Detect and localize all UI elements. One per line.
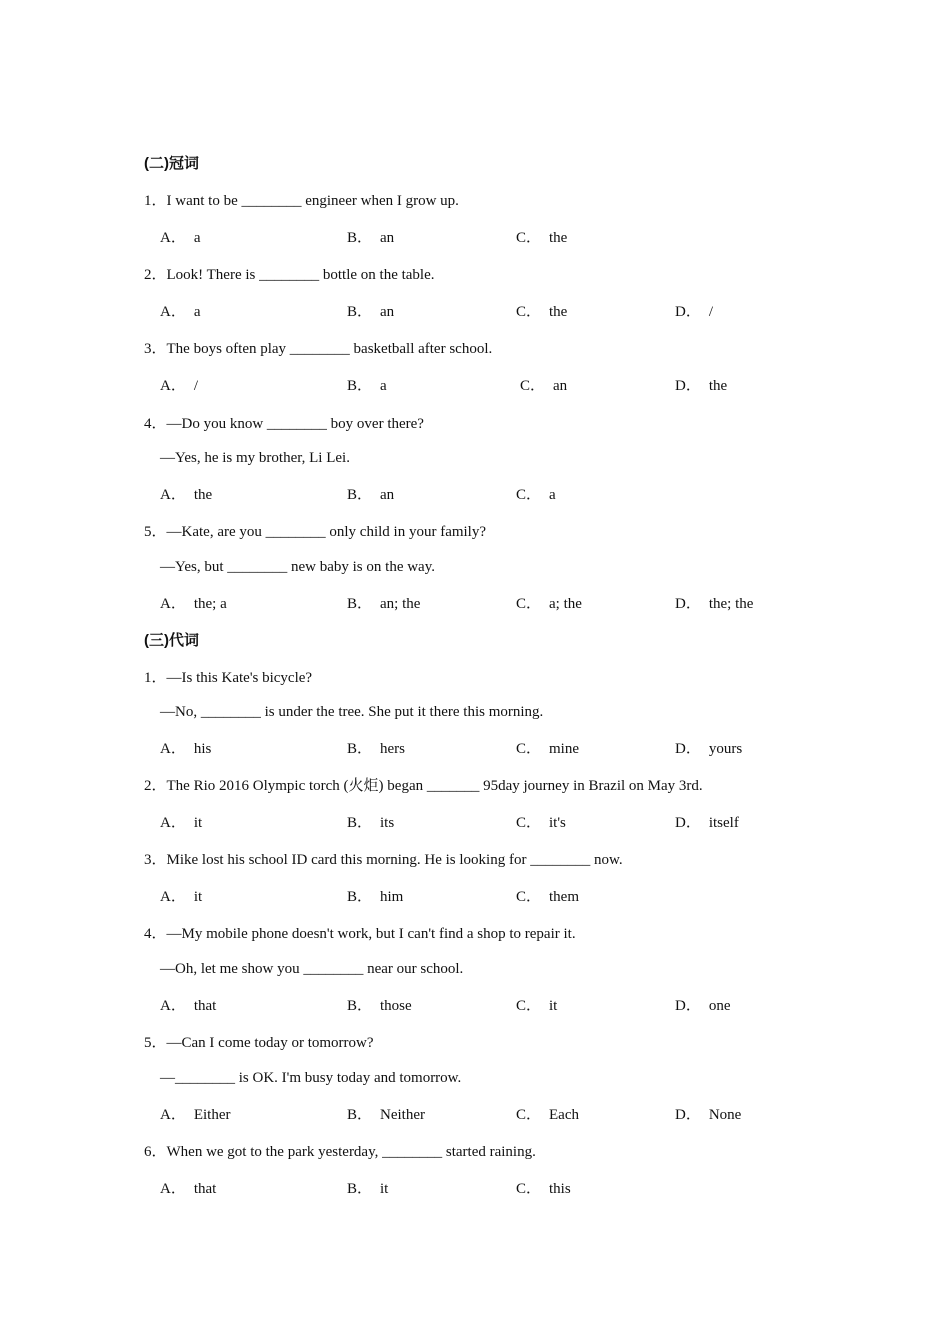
option-c[interactable]: C． the (516, 304, 568, 320)
question-5-reply: —Yes, but ________ new baby is on the way. (160, 559, 435, 575)
option-b[interactable]: B． an (347, 230, 395, 246)
option-c[interactable]: C． the (516, 230, 568, 246)
question-1-options (160, 228, 860, 248)
option-b[interactable]: B． an (347, 304, 395, 320)
option-b[interactable]: B． its (347, 815, 395, 831)
option-b[interactable]: B． him (347, 889, 404, 905)
option-a[interactable]: A． his (160, 741, 212, 757)
question-2-stem: 2．Look! There is ________ bottle on the table. (144, 267, 435, 283)
option-c[interactable]: C． this (516, 1181, 571, 1197)
option-a[interactable]: A． Either (160, 1107, 231, 1123)
option-a[interactable]: A． that (160, 1181, 217, 1197)
question-3-options (160, 887, 860, 907)
question-2-options (160, 302, 860, 322)
option-c[interactable]: C． it (516, 998, 558, 1014)
option-c[interactable]: C． a (516, 487, 556, 503)
section-title-articles: (二)冠词 (144, 155, 199, 172)
question-3-options (160, 376, 860, 396)
question-6-options (160, 1179, 860, 1199)
option-d[interactable]: D． the; the (675, 596, 754, 612)
question-4-options (160, 996, 860, 1016)
question-5-stem: 5．—Can I come today or tomorrow? (144, 1035, 374, 1051)
option-d[interactable]: D． None (675, 1107, 742, 1123)
option-a[interactable]: A． the (160, 487, 213, 503)
option-c[interactable]: C． them (516, 889, 580, 905)
option-c[interactable]: C． it's (516, 815, 566, 831)
option-a[interactable]: A． it (160, 889, 203, 905)
question-2-options (160, 813, 860, 833)
question-2-stem: 2．The Rio 2016 Olympic torch (火炬) began _______ 95day journey in Brazil on May 3rd. (144, 778, 703, 794)
option-c[interactable]: C． Each (516, 1107, 579, 1123)
question-3-stem: 3．The boys often play ________ basketball after school. (144, 341, 493, 357)
option-d[interactable]: D． itself (675, 815, 739, 831)
question-4-reply: —Yes, he is my brother, Li Lei. (160, 450, 350, 466)
section-title-pronouns: (三)代词 (144, 632, 199, 649)
option-a[interactable]: A． / (160, 378, 199, 394)
option-b[interactable]: B． hers (347, 741, 406, 757)
option-a[interactable]: A． a (160, 230, 201, 246)
option-a[interactable]: A． the; a (160, 596, 227, 612)
question-1-reply: —No, ________ is under the tree. She put it there this morning. (160, 704, 544, 720)
question-1-options (160, 739, 860, 759)
option-b[interactable]: B． Neither (347, 1107, 425, 1123)
question-5-reply: —________ is OK. I'm busy today and tomorrow. (160, 1070, 462, 1086)
question-1-stem: 1．I want to be ________ engineer when I grow up. (144, 193, 459, 209)
option-d[interactable]: D． the (675, 378, 728, 394)
option-b[interactable]: B． a (347, 378, 387, 394)
question-5-options (160, 1105, 860, 1125)
option-c[interactable]: C． mine (516, 741, 580, 757)
question-4-reply: —Oh, let me show you ________ near our school. (160, 961, 464, 977)
option-d[interactable]: D． / (675, 304, 714, 320)
question-3-stem: 3．Mike lost his school ID card this morning. He is looking for ________ now. (144, 852, 623, 868)
question-5-stem: 5．—Kate, are you ________ only child in your family? (144, 524, 487, 540)
option-a[interactable]: A． it (160, 815, 203, 831)
option-d[interactable]: D． yours (675, 741, 743, 757)
option-b[interactable]: B． those (347, 998, 412, 1014)
option-d[interactable]: D． one (675, 998, 731, 1014)
option-c[interactable]: C． an (520, 378, 568, 394)
option-a[interactable]: A． that (160, 998, 217, 1014)
question-4-options (160, 485, 860, 505)
option-b[interactable]: B． an (347, 487, 395, 503)
option-a[interactable]: A． a (160, 304, 201, 320)
question-5-options (160, 594, 860, 614)
question-6-stem: 6．When we got to the park yesterday, ________ started raining. (144, 1144, 536, 1160)
question-4-stem: 4．—Do you know ________ boy over there? (144, 416, 424, 432)
option-b[interactable]: B． it (347, 1181, 389, 1197)
question-4-stem: 4．—My mobile phone doesn't work, but I can't find a shop to repair it. (144, 926, 576, 942)
option-c[interactable]: C． a; the (516, 596, 582, 612)
question-1-stem: 1．—Is this Kate's bicycle? (144, 670, 313, 686)
option-b[interactable]: B． an; the (347, 596, 421, 612)
